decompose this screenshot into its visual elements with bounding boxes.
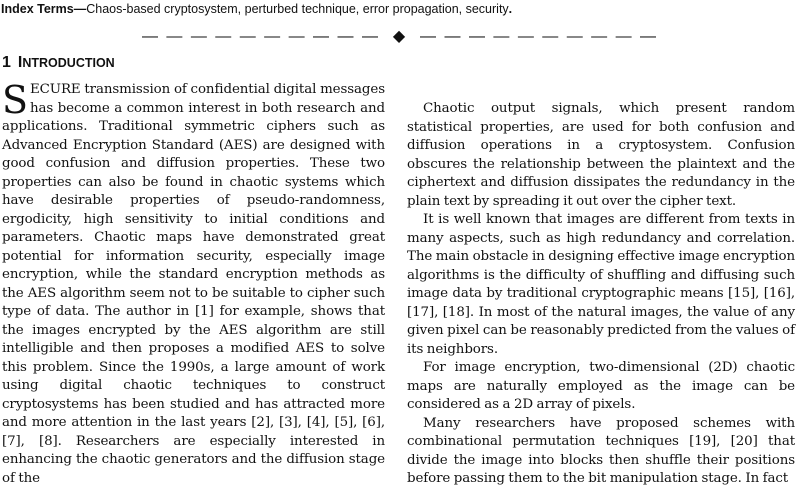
index-terms-text: Chaos-based cryptosystem, perturbed technique, error propagation, security [86,2,509,16]
right-column [407,81,795,486]
intro-paragraph-text: ECURE transmission of confidential digital messages has become a common interest in both research and applications. Traditional symmetric ciphers such as Advanced Encryption Standard (AES) are designed with good confusion and diffusion properties. These two properties can also be found in chaotic systems which have desirable properties of pseudo-randomness, ergodicity, high sensitivity to initial conditions and parameters. Chaotic maps have demonstrated great potential for information security, especially image encryption, while the standard encryption methods as the AES algorithm seem not to be suitable to cipher such type of data. The author in [1] for example, shows that the images encrypted by the AES algorithm are still intelligible and then proposes a modified AES to solve this problem. Since the 1990s, a large amount of work using digital chaotic techniques to construct cryptosystems has been studied and has attracted more and more attention in the last years [2], [3], [4], [5], [6], [7], [8]. Researchers are especially interested in enhancing the chaotic generators and the diffusion stage of the [2,82,385,486]
paragraph-permutation: Many researchers have proposed schemes with combinational permutation techniques [19], [20] that divide the image into blocks then shuffle their positions before passing them to the bit manipulation stage. In fact [407,415,795,486]
index-terms-label: Index Terms— [1,2,87,16]
paragraph-2d-maps: For image encryption, two-dimensional (2D) chaotic maps are naturally employed as the image can be considered as a 2D array of pixels. [407,360,795,412]
index-terms-period: . [508,2,513,16]
section-title-rest: NTRODUCTION [22,56,115,70]
section-divider [0,26,800,46]
section-heading [2,54,115,72]
paragraph-chaotic-signals: Chaotic output signals, which present random statistical properties, are used for both confusion and diffusion operations in a cryptosystem. Confusion obscures the relationship between the plaintext and the ciphertext and diffusion dissipates the redundancy in the plain text by spreading it out over the cipher text. [407,101,795,209]
diamond-icon: ◆ [392,28,408,45]
intro-paragraph [2,78,385,488]
section-title-initial: I [17,54,23,71]
divider-right-dashes: — — — — — — — — — — [420,28,659,45]
section-number: 1 [2,54,11,71]
left-column [2,78,385,486]
index-terms [1,2,512,16]
divider-left-dashes: — — — — — — — — — — [141,28,380,45]
paragraph-image-differences: It is well known that images are different from texts in many aspects, such as high redundancy and correlation. The main obstacle in designing effective image encryption algorithms is the difficulty of shuffling and diffusing such image data by traditional cryptographic means [15], [16], [17], [18]. In most of the natural images, the value of any given pixel can be reasonably predicted from the values of its neighbors. [407,212,795,357]
drop-cap: S [2,78,28,122]
